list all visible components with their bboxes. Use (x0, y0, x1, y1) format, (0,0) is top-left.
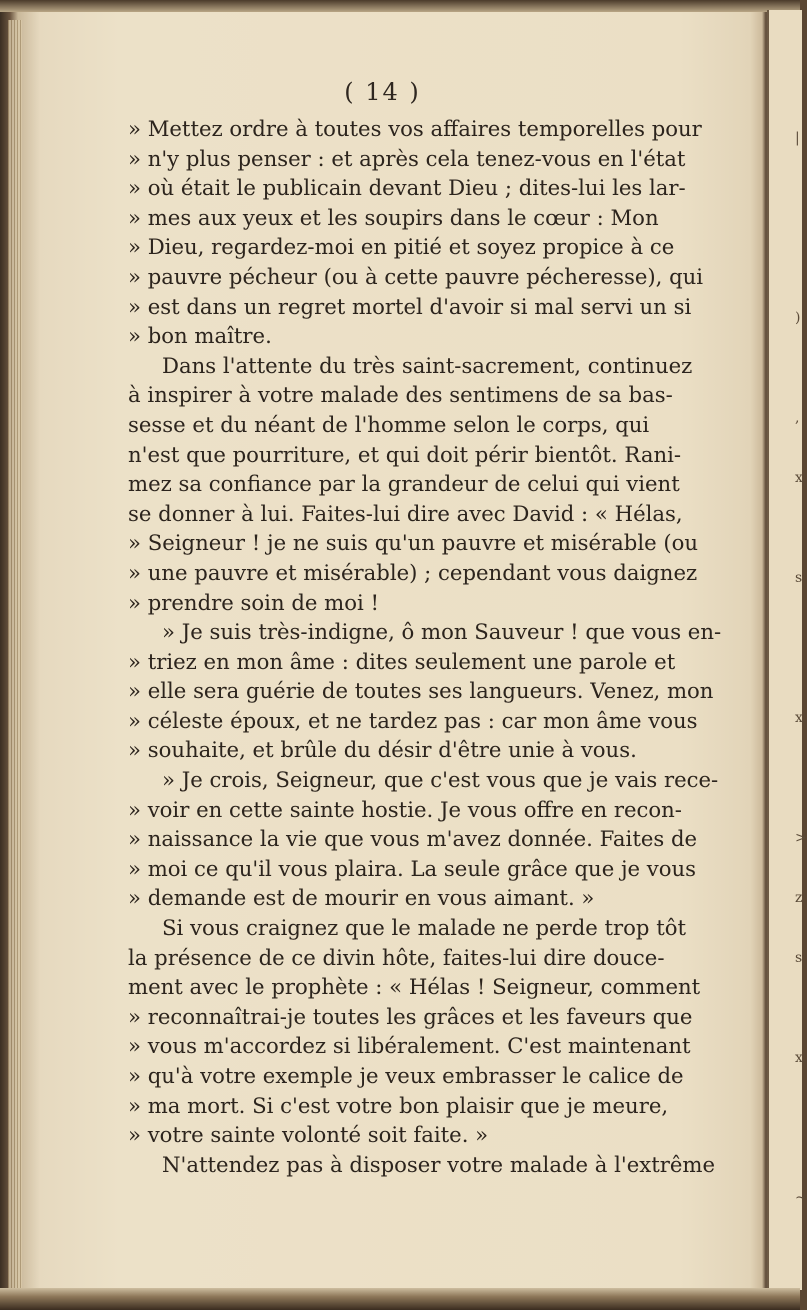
text-line: » Mettez ordre à toutes vos affaires temporelles pour (128, 116, 702, 141)
text-line: » pauvre pécheur (ou à cette pauvre pécheresse), qui (128, 263, 704, 289)
body-text (128, 114, 766, 1214)
text-line: » elle sera guérie de toutes ses langueurs. Venez, mon (128, 678, 714, 704)
text-line: se donner à lui. Faites-lui dire avec David : « Hélas, (128, 500, 683, 526)
text-line: » Seigneur ! je ne suis qu'un pauvre et misérable (ou (128, 530, 699, 556)
text-line: N'attendez pas à disposer votre malade à l'extrême (162, 1151, 716, 1177)
text-line: » voir en cette sainte hostie. Je vous offre en recon- (128, 796, 682, 822)
text-line: la présence de ce divin hôte, faites-lui dire douce- (128, 944, 665, 970)
text-line: » céleste époux, et ne tardez pas : car mon âme vous (128, 707, 698, 733)
text-line: mez sa confiance par la grandeur de celui qui vient (128, 471, 680, 497)
text-line: » Dieu, regardez-moi en pitié et soyez propice à ce (128, 234, 675, 260)
adjacent-page-edge: | ) , x s x > z s x ~ (767, 10, 802, 1290)
text-line: » Je crois, Seigneur, que c'est vous que je vais rece- (162, 767, 719, 793)
text-line: » vous m'accordez si libéralement. C'est maintenant (128, 1033, 691, 1059)
text-line: » Je suis très-indigne, ô mon Sauveur ! que vous en- (162, 619, 722, 645)
text-line: » prendre soin de moi ! (128, 589, 380, 615)
text-line: » n'y plus penser : et après cela tenez-vous en l'état (128, 145, 686, 171)
text-line: » naissance la vie que vous m'avez donnée. Faites de (128, 826, 698, 852)
text-line: » demande est de mourir en vous aimant. » (128, 885, 595, 911)
text-line: à inspirer à votre malade des sentimens de sa bas- (128, 382, 673, 408)
text-line: » bon maître. (128, 323, 272, 349)
text-line: n'est que pourriture, et qui doit périr bientôt. Rani- (128, 441, 682, 467)
text-line: Si vous craignez que le malade ne perde trop tôt (162, 915, 687, 941)
text-line: Dans l'attente du très saint-sacrement, continuez (162, 352, 693, 378)
text-line: » où était le publicain devant Dieu ; dites-lui les lar- (128, 175, 686, 201)
text-line: » reconnaîtrai-je toutes les grâces et les faveurs que (128, 1003, 693, 1029)
text-line: » qu'à votre exemple je veux embrasser le calice de (128, 1063, 684, 1088)
text-line: » ma mort. Si c'est votre bon plaisir que je meure, (128, 1092, 669, 1118)
text-line: sesse et du néant de l'homme selon le corps, qui (128, 411, 650, 437)
text-line: » votre sainte volonté soit faite. » (128, 1122, 489, 1148)
text-line: » souhaite, et brûle du désir d'être unie à vous. (128, 737, 637, 763)
page-bottom-edge (0, 1288, 800, 1310)
book-gutter (8, 20, 22, 1290)
text-line: » est dans un regret mortel d'avoir si mal servi un si (128, 293, 692, 319)
text-line: » moi ce qu'il vous plaira. La seule grâce que je vous (128, 855, 697, 881)
page-top-edge (0, 0, 800, 12)
text-line: » triez en mon âme : dites seulement une parole et (128, 648, 676, 674)
text-line: » une pauvre et misérable) ; cependant vous daignez (128, 559, 698, 585)
page-number: ( 14 ) (344, 78, 421, 106)
text-line: ment avec le prophète : « Hélas ! Seigneur, comment (128, 974, 701, 1000)
text-line: » mes aux yeux et les soupirs dans le cœur : Mon (128, 204, 659, 230)
